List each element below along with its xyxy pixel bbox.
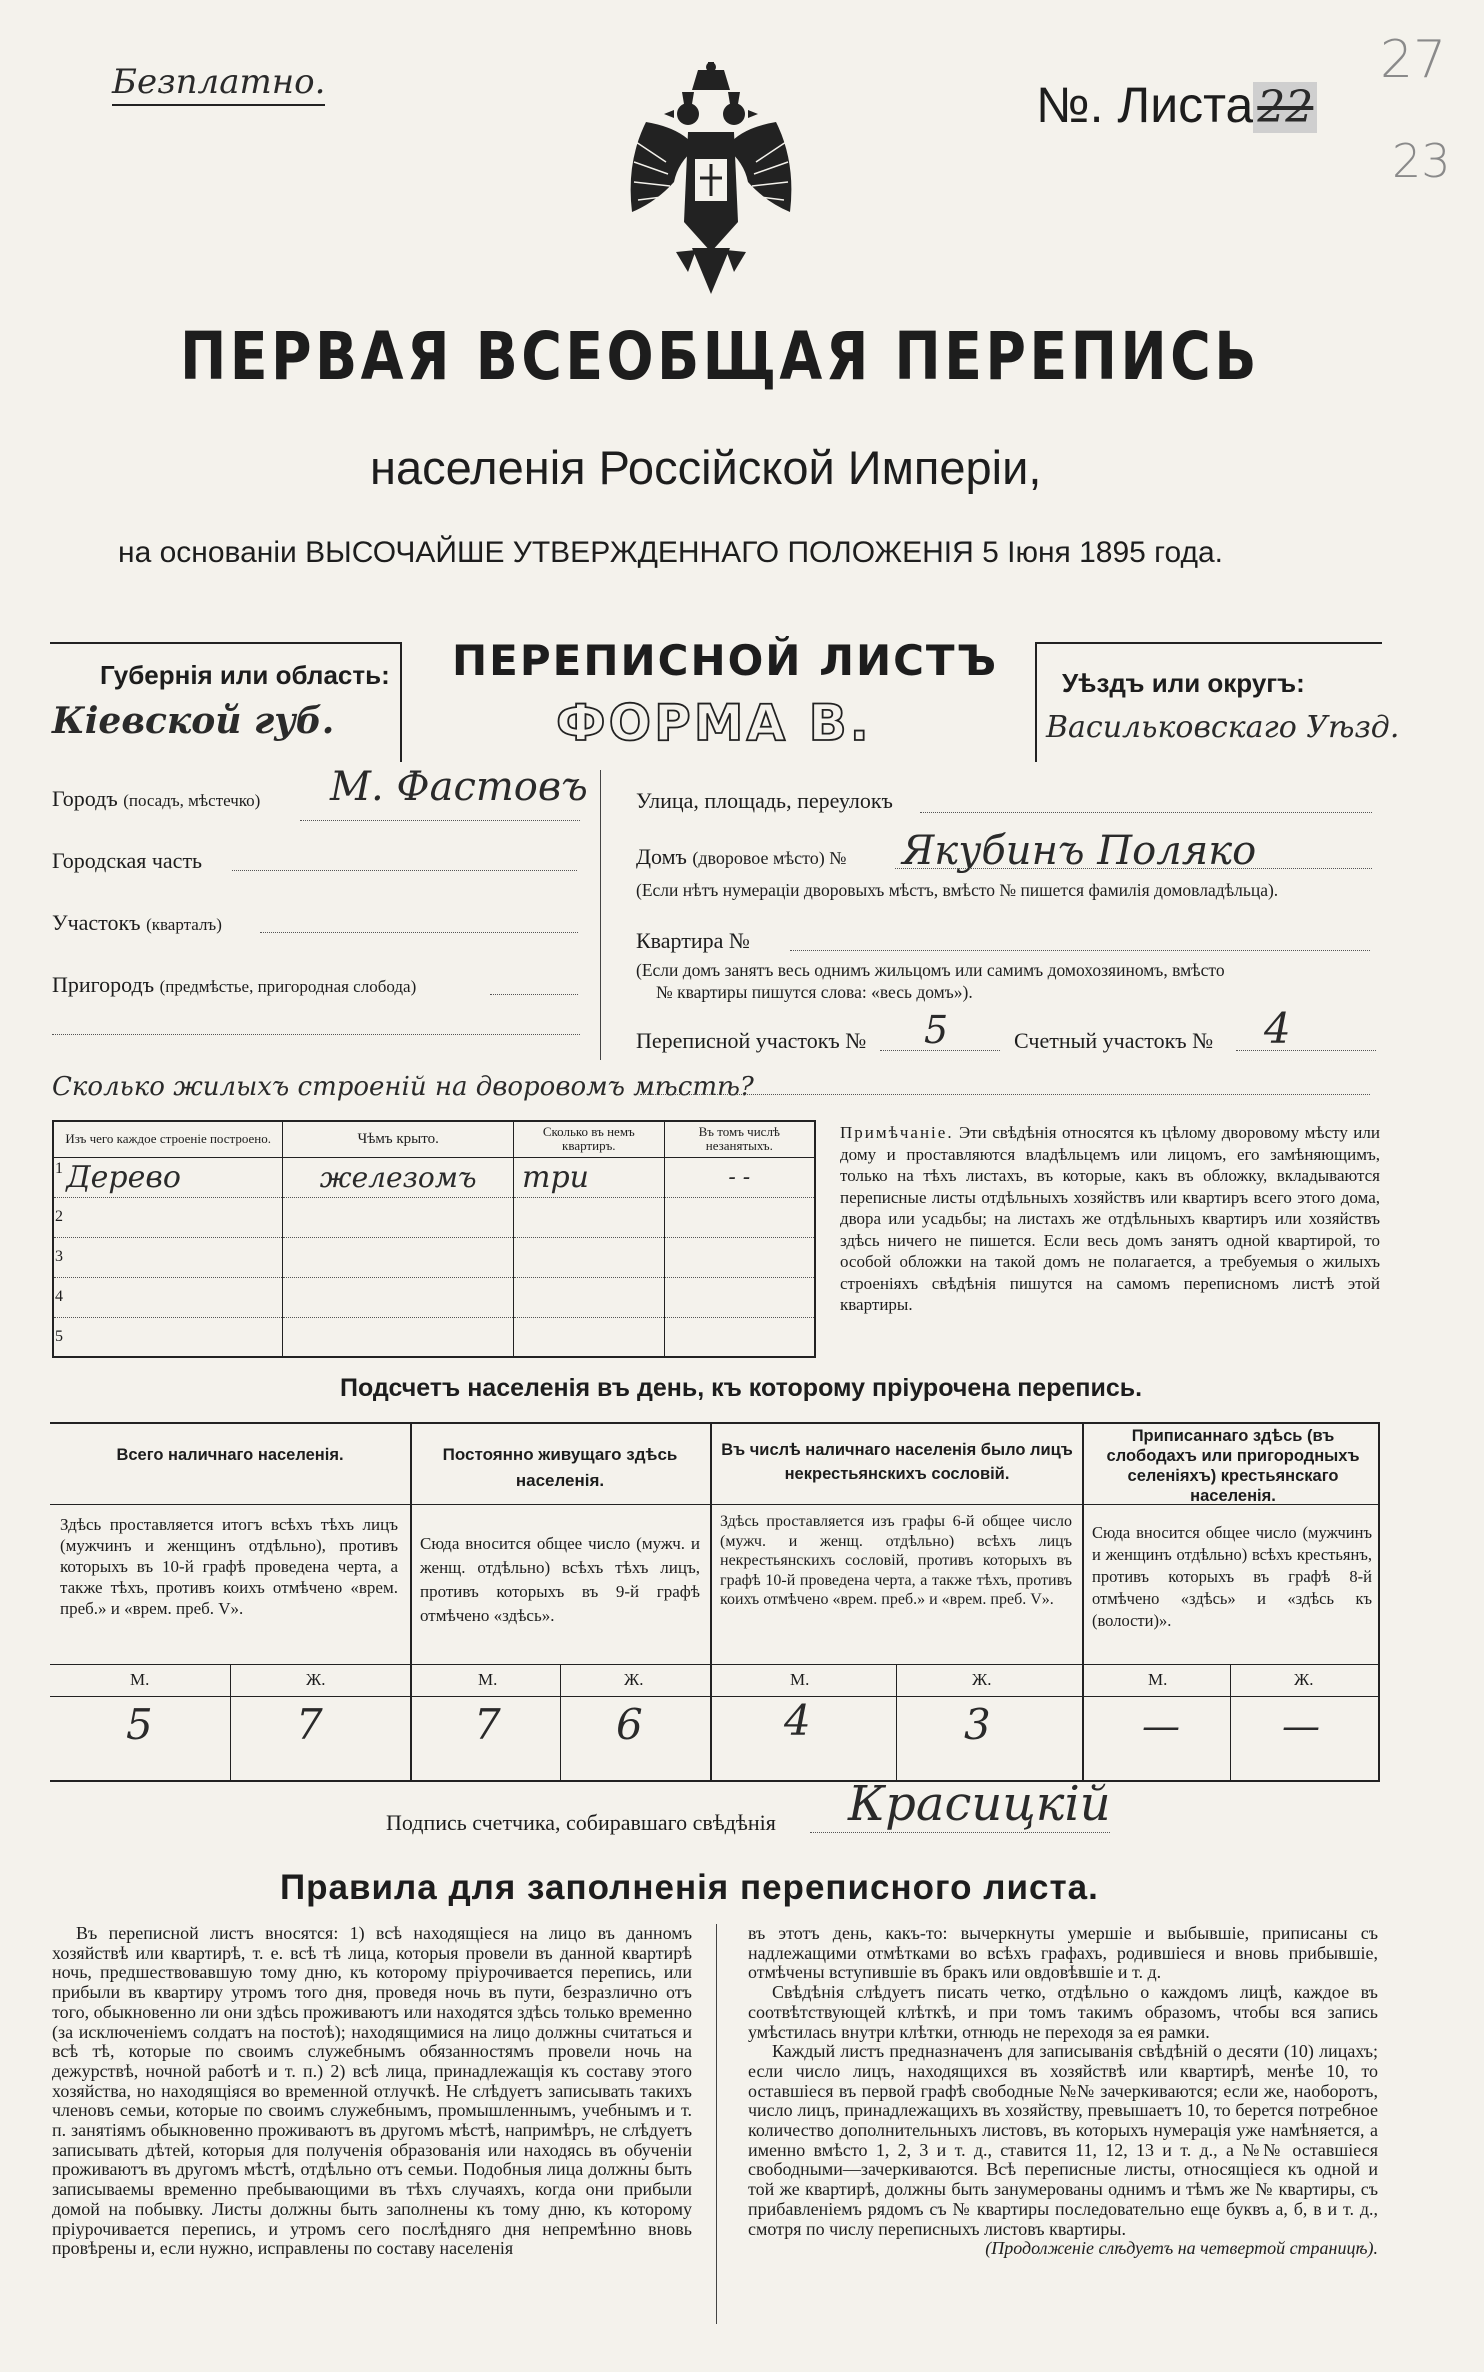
count-col3-desc: Здѣсь проставляется изъ графы 6-й общее число (мужч. и женщ. отдѣльно) всѣхъ лицъ некрестьянскихъ сословій, противъ которыхъ въ графѣ 10-й проведена черта, а также тѣхъ, противъ коихъ отмѣчено «врем. преб.» и «врем. преб. V». — [720, 1513, 1072, 1608]
sheet-number-label: №. Листа22 — [1036, 76, 1317, 134]
count-area-label: Счетный участокъ № — [1014, 1028, 1214, 1053]
buildings-header-material: Изъ чего каждое строеніе построено. — [53, 1121, 283, 1157]
buildings-question: Сколько жилыхъ строеній на дворовомъ мѣстѣ? — [52, 1072, 754, 1102]
census-basis: на основаніи ВЫСОЧАЙШЕ УТВЕРЖДЕННАГО ПОЛОЖЕНІЯ 5 Іюня 1895 года. — [118, 536, 1224, 569]
count-col4-title: Приписаннаго здѣсь (въ слободахъ или пригородныхъ селеніяхъ) крестьянскаго населенія. — [1106, 1427, 1360, 1505]
count-col2-desc: Сюда вносится общее число (мужч. и женщ. отдѣльно) всѣхъ тѣхъ лицъ, противъ которыхъ въ 9-й графѣ отмѣчено «здѣсь». — [420, 1534, 700, 1625]
pencil-mark-bottom: 23 — [1392, 134, 1451, 188]
district-value: Васильковскаго Уѣзд. — [1046, 710, 1400, 745]
count-col1-desc: Здѣсь проставляется итогъ всѣхъ тѣхъ лицъ (мужчинъ и женщинъ отдѣльно), противъ которыхъ въ 10-й графѣ проведена черта, а также тѣхъ, противъ коихъ отмѣчено «врем. преб.» и «врем. преб. V». — [60, 1515, 398, 1618]
district-label: Уѣздъ или округъ: — [1062, 668, 1305, 698]
census-area-label: Переписной участокъ № — [636, 1028, 867, 1053]
address-divider — [600, 770, 601, 1060]
form-type: ФОРМА В. — [556, 694, 872, 752]
count-col3-m-label: М. — [790, 1670, 810, 1689]
buildings-table-header — [53, 1121, 815, 1157]
rules-left-column: Въ переписной листъ вносятся: 1) всѣ находящіеся на лицо въ данномъ хозяйствѣ или квартирѣ, т. е. всѣ тѣ лица, которыя провели въ данной квартирѣ ночь, предшествовавшую тому дню, къ которому пріурочивается перепись, или прибыли въ квартиру утромъ того дня, проведя ночь въ пути, безразлично отъ того, обыкновенно ли они здѣсь проживаютъ или находятся здѣсь только временно (за исключеніемъ солдатъ на постоѣ); находящимися на лицо должны считаться и всѣ тѣ, которые по своимъ служебнымъ обязанностямъ провели ночь на дежурствѣ, ночной работѣ и т. п.) 2) всѣ лица, принадлежащія къ составу этого хозяйства, но находящіяся во временной отлучкѣ. Не слѣдуетъ записывать такихъ членовъ семьи, которые по своимъ служебнымъ, промышленнымъ, учебнымъ и т. п. занятіямъ обыкновенно проживаютъ въ другомъ мѣстѣ, напримѣръ, не слѣдуетъ записывать дѣтей, которыя для полученія образованія или находясь въ обученіи проживаютъ въ другомъ мѣстѣ, отдѣльно отъ семьи. Подобныя лица должны быть записываемы временно пребывающими въ тѣхъ случаяхъ, когда они прибыли домой на побывку. Листы должны быть заполнены къ тому дню, къ которому пріурочивается перепись, и утромъ сего послѣдняго дня непремѣнно вновь провѣрены и, если нужно, исправлены по составу населенія — [52, 1923, 692, 2259]
buildings-header-roof: Чѣмъ крыто. — [283, 1121, 514, 1157]
city-part-label: Городская часть — [52, 848, 203, 873]
count-col2-title: Постоянно живущаго здѣсь населенія. — [442, 1445, 678, 1490]
province-value: Кіевской губ. — [52, 700, 335, 742]
province-label: Губернія или область: — [100, 660, 390, 690]
count-col1-title: Всего наличнаго населенія. — [116, 1446, 344, 1464]
rules-column-divider — [716, 1924, 717, 2324]
rules-continued: (Продолженіе слѣдуетъ на четвертой страницѣ). — [985, 2238, 1378, 2259]
buildings-row: 2 — [53, 1197, 815, 1237]
sheet-number-value: 22 — [1253, 82, 1317, 133]
buildings-row: 4 — [53, 1277, 815, 1317]
count-title: Подсчетъ населенія въ день, къ которому пріурочена перепись. — [340, 1374, 1143, 1402]
count-col3-title: Въ числѣ наличнаго населенія было лицъ некрестьянскихъ сословій. — [721, 1441, 1073, 1483]
count-col2-f-value: 6 — [616, 1700, 643, 1749]
precinct-label: Участокъ (кварталъ) — [52, 910, 222, 935]
count-area-value: 4 — [1264, 1004, 1291, 1053]
rules-title: Правила для заполненія переписного листа. — [280, 1868, 1099, 1907]
street-label: Улица, площадь, переулокъ — [636, 788, 893, 813]
count-col4-m-value: — — [1142, 1704, 1180, 1748]
pencil-mark-top: 27 — [1380, 30, 1447, 90]
buildings-row: 1 Дерево железомъ три - - — [53, 1157, 815, 1197]
apartment-note-2: № квартиры пишутся слова: «весь домъ»). — [656, 982, 973, 1002]
city-label: Городъ (посадъ, мѣстечко) — [52, 786, 261, 811]
count-col1-f-value: 7 — [296, 1700, 323, 1749]
count-col2-f-label: Ж. — [624, 1670, 644, 1689]
buildings-header-vacant: Въ томъ числѣ незанятыхъ. — [664, 1121, 815, 1157]
buildings-row: 5 — [53, 1317, 815, 1357]
buildings-header-apartments: Сколько въ немъ квартиръ. — [514, 1121, 665, 1157]
count-col2-m-label: М. — [478, 1670, 498, 1689]
count-col4-m-label: М. — [1148, 1670, 1168, 1689]
house-value: Якубинъ Поляко — [902, 828, 1257, 874]
signature-label: Подпись счетчика, собиравшаго свѣдѣнія — [386, 1810, 776, 1835]
count-col1-f-label: Ж. — [306, 1670, 326, 1689]
buildings-note: Примѣчаніе. Эти свѣдѣнія относятся къ цѣлому дворовому мѣсту или дому и проставляются владѣльцемъ или лицомъ, его замѣняющимъ, только на тѣхъ листахъ, въ которые, какъ въ обложку, вкладываются переписные листы отдѣльныхъ хозяйствъ или квартиръ всего этого дома, двора или усадьбы; на листахъ же отдѣльныхъ квартиръ или хозяйствъ здѣсь ничего не пишется. Если весь домъ занятъ одной квартирой, то особой обложки на такой домъ не полагается, а требуемыя о жилыхъ строеніяхъ свѣдѣнія пишутся на самомъ переписномъ листѣ этой квартиры. — [840, 1123, 1380, 1314]
count-col1-m-value: 5 — [126, 1700, 153, 1749]
signature-value: Красицкій — [848, 1776, 1111, 1832]
form-title: ПЕРЕПИСНОЙ ЛИСТЪ — [452, 636, 999, 685]
house-label: Домъ (дворовое мѣсто) № — [636, 844, 847, 869]
house-note: (Если нѣтъ нумераціи дворовыхъ мѣстъ, вмѣсто № пишется фамилія домовладѣльца). — [636, 880, 1279, 900]
city-value: М. Фастовъ — [330, 764, 588, 810]
count-col3-f-label: Ж. — [972, 1670, 992, 1689]
census-subtitle: населенія Россійской Имперіи, — [370, 441, 1042, 494]
count-table — [50, 1422, 1380, 1786]
count-col2-m-value: 7 — [474, 1700, 501, 1749]
suburb-label: Пригородъ (предмѣстье, пригородная слобода) — [52, 972, 417, 997]
count-col4-desc: Сюда вносится общее число (мужчинъ и женщинъ отдѣльно) всѣхъ крестьянъ, противъ которыхъ въ графѣ 8-й отмѣчено «здѣсь» и «здѣсь къ (волости)». — [1092, 1523, 1372, 1630]
buildings-row: 3 — [53, 1237, 815, 1277]
apartment-label: Квартира № — [636, 928, 750, 953]
free-label: Безплатно. — [112, 62, 325, 106]
census-title: ПЕРВАЯ ВСЕОБЩАЯ ПЕРЕПИСЬ — [180, 318, 1260, 395]
count-col3-m-value: 4 — [784, 1696, 811, 1745]
rules-right-column: въ этотъ день, какъ-то: вычеркнуты умершіе и выбывшіе, приписаны съ надлежащими отмѣтками во всѣхъ графахъ, родившіеся и вновь прибывшіе, отмѣчены вступившіе въ бракъ или овдовѣвшіе и т. д. Свѣдѣнія слѣдуетъ писать четко, отдѣльно о каждомъ лицѣ, каждое въ соотвѣтствующей клѣткѣ, и при томъ такимъ образомъ, чтобы вся запись умѣстилась внутри клѣтки, отнюдь не переходя за ея рамки. Каждый листъ предназначенъ для записыванія свѣдѣній о десяти (10) лицахъ; если число лицъ, находящихся въ хозяйствѣ или квартирѣ, менѣе 10, то оставшіеся въ первой графѣ свободные №№ зачеркиваются; если же, наоборотъ, число лицъ, принадлежащихъ въ хозяйству, превышаетъ 10, то берется потребное количество дополнительныхъ листовъ, въ которыхъ нумерація уже намѣняется, а именно вмѣсто 1, 2, 3 и т. д., ставится 11, 12, 13 и т. д., а №№ оставшіеся свободными—зачеркиваются. Всѣ переписные листы, относящіеся къ одной и той же квартирѣ, должны быть занумерованы однимъ и тѣмъ же № квартиры, съ прибавленіемъ рядомъ съ № квартиры последовательно еще буквъ а, б, в и т. д., смотря по числу переписныхъ листовъ квартиры. (Продолженіе слѣдуетъ на четвертой страницѣ). — [748, 1923, 1378, 2259]
apartment-note-1: (Если домъ занятъ весь однимъ жильцомъ или самимъ домохозяиномъ, вмѣсто — [636, 960, 1225, 980]
count-col4-f-value: — — [1282, 1704, 1320, 1748]
census-area-value: 5 — [924, 1008, 949, 1052]
count-col3-f-value: 3 — [964, 1700, 991, 1749]
imperial-eagle-icon — [626, 62, 796, 302]
buildings-table — [52, 1120, 816, 1358]
count-col1-m-label: М. — [130, 1670, 150, 1689]
count-col4-f-label: Ж. — [1294, 1670, 1314, 1689]
